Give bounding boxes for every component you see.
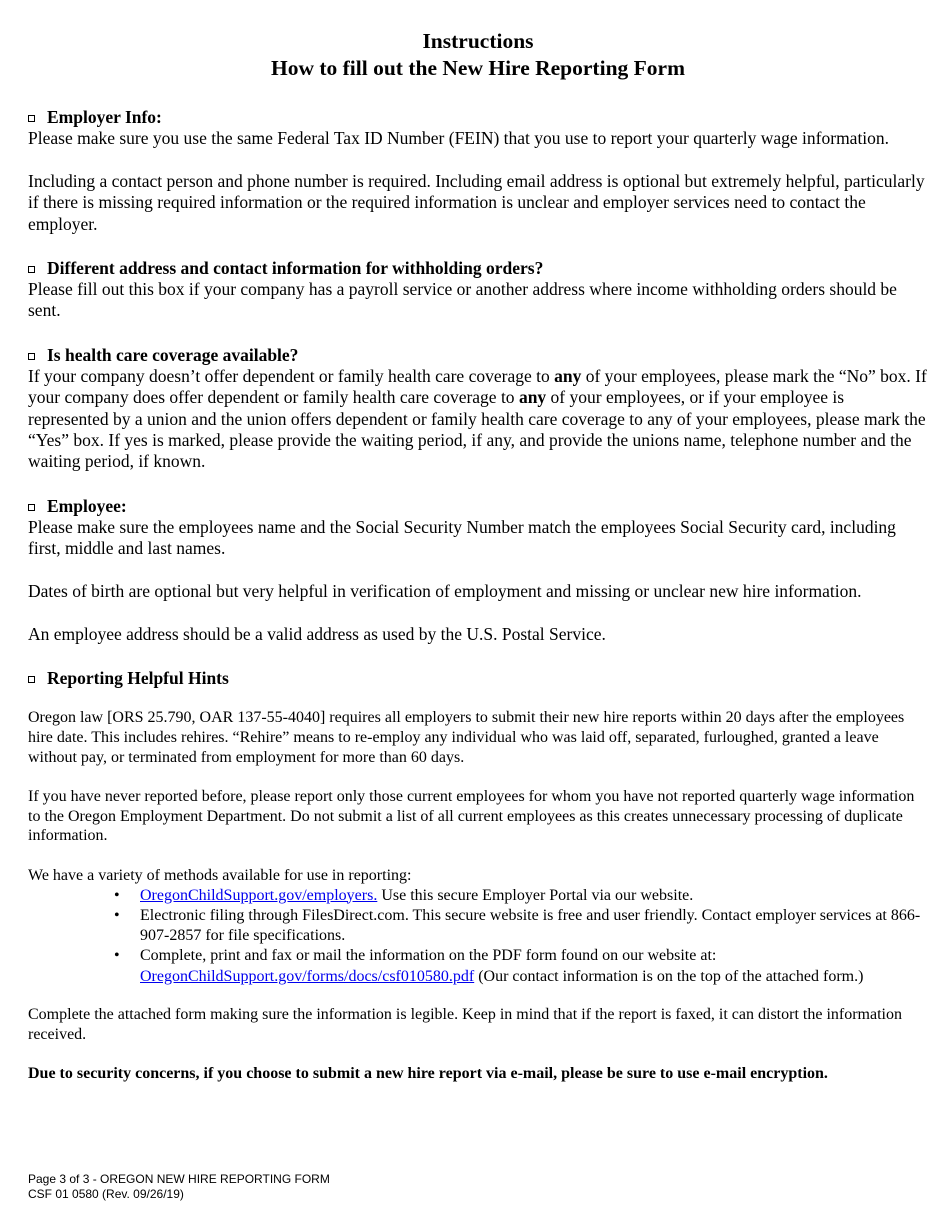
employer-info-paragraph-1: Please make sure you use the same Federal Tax ID Number (FEIN) that you use to report your quarterly wage information. <box>28 128 890 148</box>
health-care-section <box>28 345 928 473</box>
security-notice: Due to security concerns, if you choose to submit a new hire report via e-mail, please be sure to use e-mail encryption. <box>28 1065 828 1083</box>
method-3-text: Complete, print and fax or mail the information on the PDF form found on our website at: <box>140 947 717 965</box>
hints-paragraph-2: If you have never reported before, please report only those current employees for whom you have not reported quarterly wage information to the Oregon Employment Department. Do not submit a list of all current employees as this creates unnecessary processing of duplicate information. <box>28 788 915 845</box>
method-1-text: Use this secure Employer Portal via our website. <box>377 886 694 904</box>
helpful-hints-section <box>28 668 928 1084</box>
health-care-heading <box>28 345 928 366</box>
footer-page-number: Page 3 of 3 - OREGON NEW HIRE REPORTING FORM <box>28 1172 330 1186</box>
helpful-hints-heading <box>28 668 928 689</box>
footer-form-id: CSF 01 0580 (Rev. 09/26/19) <box>28 1186 184 1201</box>
hints-paragraph-4: Complete the attached form making sure the information is legible. Keep in mind that if the report is faxed, it can distort the information received. <box>28 1006 902 1043</box>
withholding-heading-text: Different address and contact information for withholding orders? <box>47 258 544 279</box>
helpful-hints-heading-text: Reporting Helpful Hints <box>47 668 229 689</box>
list-item <box>140 906 928 947</box>
withholding-heading <box>28 258 928 279</box>
pdf-form-link[interactable]: OregonChildSupport.gov/forms/docs/csf010580.pdf <box>140 967 475 985</box>
document-page <box>28 28 928 1084</box>
health-text-1: If your company doesn’t offer dependent or family health care coverage to <box>28 365 555 386</box>
withholding-paragraph: Please fill out this box if your company has a payroll service or another address where income withholding orders should be sent. <box>28 279 897 321</box>
employer-info-heading-text: Employer Info: <box>47 107 162 127</box>
employer-info-section <box>28 107 928 235</box>
title-line-2: How to fill out the New Hire Reporting Form <box>270 56 685 80</box>
employee-heading <box>28 496 928 517</box>
checkbox-bullet-icon <box>28 676 35 683</box>
checkbox-bullet-icon <box>28 266 35 273</box>
checkbox-bullet-icon <box>28 353 35 360</box>
health-care-paragraph <box>28 366 928 473</box>
health-text-2: of your employees, please mark the “No” box. If your company does offer dependent or family health care coverage to <box>28 365 927 408</box>
employer-info-paragraph-2: Including a contact person and phone number is required. Including email address is optional but extremely helpful, particularly if there is missing required information or the required information is unclear and employer services need to contact the employer. <box>28 170 925 234</box>
employee-paragraph-2: Dates of birth are optional but very helpful in verification of employment and missing or unclear new hire information. <box>28 581 862 602</box>
title-line-1: Instructions <box>422 29 534 53</box>
hints-paragraph-3: We have a variety of methods available for use in reporting: <box>28 866 412 884</box>
hints-paragraph-1: Oregon law [ORS 25.790, OAR 137-55-4040] requires all employers to submit their new hire reports within 20 days after the employees hire date. This includes rehires. “Rehire” means to re-employ any individual who was laid off, separated, furloughed, granted a leave without pay, or terminated from employment for more than 60 days. <box>28 709 905 766</box>
health-text-3: of your employees, or if your employee is represented by a union and the union offers dependent or family health care coverage to any of your employees, please mark the “Yes” box. If yes is marked, please provide the waiting period, if any, and provide the unions name, telephone number and the waiting period, if known. <box>28 387 926 472</box>
withholding-section <box>28 258 928 322</box>
page-footer <box>28 1172 330 1201</box>
method-3-after-text: (Our contact information is on the top of the attached form.) <box>474 967 864 985</box>
employee-paragraph-1: Please make sure the employees name and the Social Security Number match the employees Social Security card, including first, middle and last names. <box>28 516 896 559</box>
method-2-text: Electronic filing through FilesDirect.com. This secure website is free and user friendly. Contact employer services at 866-907-2857 for file specifications. <box>140 906 921 945</box>
health-bold-1: any <box>554 365 582 386</box>
health-bold-2: any <box>518 387 547 408</box>
reporting-methods-list <box>28 886 928 987</box>
employee-heading-text: Employee: <box>47 495 127 516</box>
health-care-heading-text: Is health care coverage available? <box>47 344 299 365</box>
employee-section <box>28 496 928 645</box>
page-title <box>28 28 928 82</box>
list-item <box>140 946 928 987</box>
employer-info-heading <box>28 107 928 128</box>
employee-paragraph-3: An employee address should be a valid address as used by the U.S. Postal Service. <box>28 623 606 644</box>
checkbox-bullet-icon <box>28 504 35 511</box>
checkbox-bullet-icon <box>28 115 35 122</box>
employer-portal-link[interactable]: OregonChildSupport.gov/employers. <box>140 886 378 904</box>
list-item <box>140 886 928 906</box>
